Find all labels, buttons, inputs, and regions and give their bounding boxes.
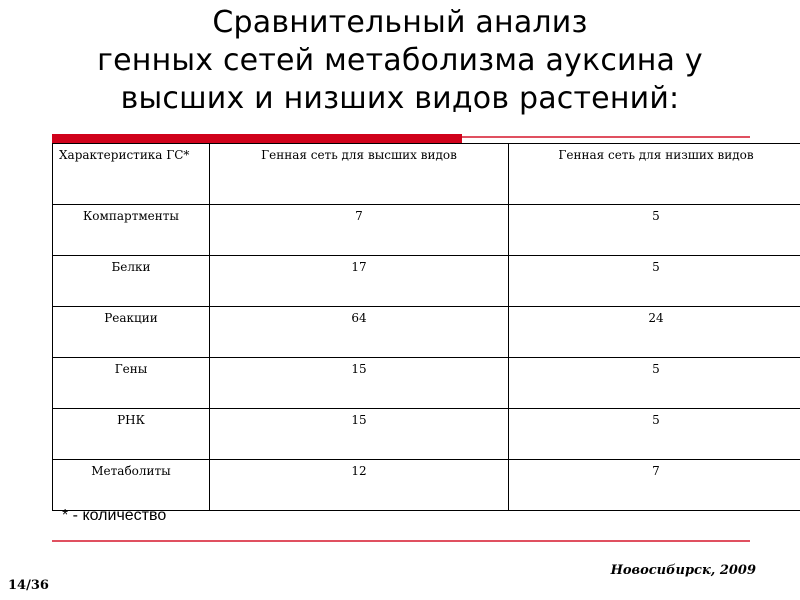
top-divider-line <box>462 136 750 138</box>
footer-place-date: Новосибирск, 2009 <box>610 563 756 578</box>
slide-title <box>0 4 800 118</box>
header-characteristic: Характеристика ГС* <box>53 144 210 205</box>
title-line-1: Сравнительный анализ <box>212 5 588 40</box>
table-row <box>53 409 800 460</box>
table-row <box>53 205 800 256</box>
header-lower-species: Генная сеть для низших видов <box>509 144 800 205</box>
table-row <box>53 460 800 511</box>
row-label: Реакции <box>53 307 210 358</box>
red-accent-bar <box>52 134 462 143</box>
higher-value: 12 <box>210 460 509 511</box>
higher-value: 7 <box>210 205 509 256</box>
header-higher-species: Генная сеть для высших видов <box>210 144 509 205</box>
higher-value: 15 <box>210 409 509 460</box>
higher-value: 64 <box>210 307 509 358</box>
bottom-divider-line <box>52 540 750 542</box>
row-label: РНК <box>53 409 210 460</box>
lower-value: 5 <box>509 256 800 307</box>
row-label: Белки <box>53 256 210 307</box>
title-line-2: генных сетей метаболизма ауксина у <box>97 43 703 78</box>
comparison-table <box>52 143 800 511</box>
table-row <box>53 358 800 409</box>
table-row <box>53 256 800 307</box>
higher-value: 15 <box>210 358 509 409</box>
table-header-row <box>53 144 800 205</box>
table-row <box>53 307 800 358</box>
higher-value: 17 <box>210 256 509 307</box>
row-label: Метаболиты <box>53 460 210 511</box>
lower-value: 7 <box>509 460 800 511</box>
row-label: Гены <box>53 358 210 409</box>
footnote: * - количество <box>62 507 167 524</box>
title-line-3: высших и низших видов растений: <box>120 81 680 116</box>
lower-value: 5 <box>509 205 800 256</box>
lower-value: 5 <box>509 358 800 409</box>
row-label: Компартменты <box>53 205 210 256</box>
lower-value: 5 <box>509 409 800 460</box>
page-number: 14/36 <box>8 578 49 593</box>
lower-value: 24 <box>509 307 800 358</box>
